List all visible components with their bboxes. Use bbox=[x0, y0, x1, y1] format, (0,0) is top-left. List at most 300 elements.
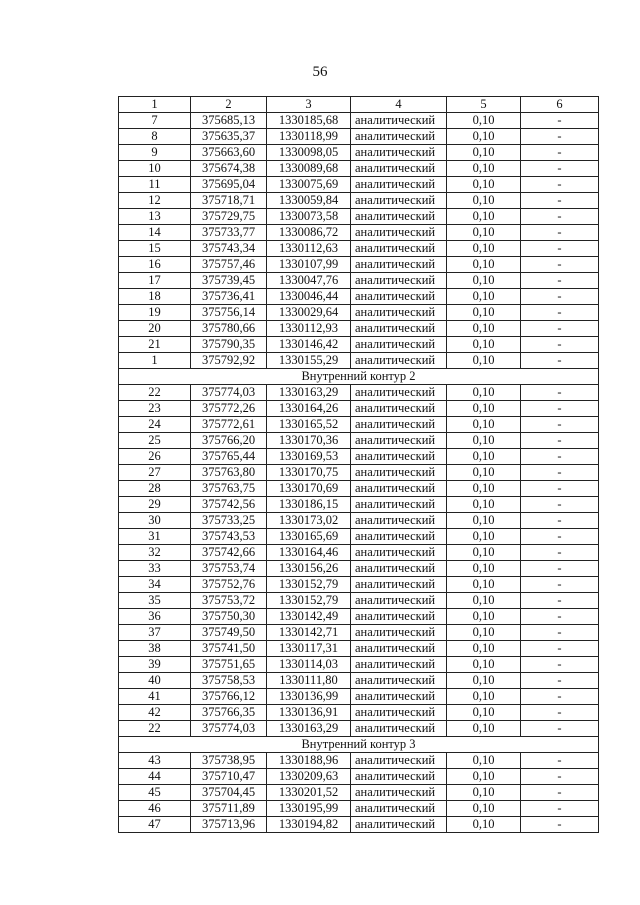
table-row bbox=[119, 497, 599, 513]
note-cell: - bbox=[521, 689, 599, 705]
method-cell: аналитический bbox=[351, 689, 447, 705]
x-coordinate-cell: 375766,12 bbox=[191, 689, 267, 705]
table-row bbox=[119, 145, 599, 161]
x-coordinate-cell: 375685,13 bbox=[191, 113, 267, 129]
header-cell: 4 bbox=[351, 97, 447, 113]
y-coordinate-cell: 1330169,53 bbox=[267, 449, 351, 465]
note-cell: - bbox=[521, 385, 599, 401]
y-coordinate-cell: 1330142,49 bbox=[267, 609, 351, 625]
accuracy-cell: 0,10 bbox=[447, 129, 521, 145]
table-row bbox=[119, 577, 599, 593]
table-row bbox=[119, 785, 599, 801]
y-coordinate-cell: 1330075,69 bbox=[267, 177, 351, 193]
point-number-cell: 26 bbox=[119, 449, 191, 465]
x-coordinate-cell: 375766,20 bbox=[191, 433, 267, 449]
table-row bbox=[119, 689, 599, 705]
note-cell: - bbox=[521, 641, 599, 657]
y-coordinate-cell: 1330059,84 bbox=[267, 193, 351, 209]
note-cell: - bbox=[521, 305, 599, 321]
point-number-cell: 37 bbox=[119, 625, 191, 641]
x-coordinate-cell: 375711,89 bbox=[191, 801, 267, 817]
method-cell: аналитический bbox=[351, 289, 447, 305]
accuracy-cell: 0,10 bbox=[447, 289, 521, 305]
method-cell: аналитический bbox=[351, 193, 447, 209]
y-coordinate-cell: 1330046,44 bbox=[267, 289, 351, 305]
point-number-cell: 1 bbox=[119, 353, 191, 369]
note-cell: - bbox=[521, 705, 599, 721]
table-row bbox=[119, 769, 599, 785]
table-row bbox=[119, 417, 599, 433]
note-cell: - bbox=[521, 801, 599, 817]
table-row bbox=[119, 193, 599, 209]
accuracy-cell: 0,10 bbox=[447, 273, 521, 289]
note-cell: - bbox=[521, 817, 599, 833]
note-cell: - bbox=[521, 529, 599, 545]
method-cell: аналитический bbox=[351, 241, 447, 257]
accuracy-cell: 0,10 bbox=[447, 529, 521, 545]
x-coordinate-cell: 375763,75 bbox=[191, 481, 267, 497]
x-coordinate-cell: 375710,47 bbox=[191, 769, 267, 785]
note-cell: - bbox=[521, 337, 599, 353]
note-cell: - bbox=[521, 465, 599, 481]
point-number-cell: 22 bbox=[119, 721, 191, 737]
method-cell: аналитический bbox=[351, 817, 447, 833]
x-coordinate-cell: 375718,71 bbox=[191, 193, 267, 209]
table-row bbox=[119, 561, 599, 577]
point-number-cell: 24 bbox=[119, 417, 191, 433]
note-cell: - bbox=[521, 721, 599, 737]
method-cell: аналитический bbox=[351, 161, 447, 177]
table-row bbox=[119, 481, 599, 497]
point-number-cell: 16 bbox=[119, 257, 191, 273]
table-row bbox=[119, 353, 599, 369]
y-coordinate-cell: 1330163,29 bbox=[267, 721, 351, 737]
x-coordinate-cell: 375765,44 bbox=[191, 449, 267, 465]
note-cell: - bbox=[521, 193, 599, 209]
x-coordinate-cell: 375695,04 bbox=[191, 177, 267, 193]
y-coordinate-cell: 1330142,71 bbox=[267, 625, 351, 641]
method-cell: аналитический bbox=[351, 257, 447, 273]
method-cell: аналитический bbox=[351, 145, 447, 161]
x-coordinate-cell: 375751,65 bbox=[191, 657, 267, 673]
table-row bbox=[119, 545, 599, 561]
accuracy-cell: 0,10 bbox=[447, 705, 521, 721]
method-cell: аналитический bbox=[351, 401, 447, 417]
method-cell: аналитический bbox=[351, 705, 447, 721]
x-coordinate-cell: 375766,35 bbox=[191, 705, 267, 721]
y-coordinate-cell: 1330156,26 bbox=[267, 561, 351, 577]
y-coordinate-cell: 1330194,82 bbox=[267, 817, 351, 833]
table-row bbox=[119, 433, 599, 449]
x-coordinate-cell: 375713,96 bbox=[191, 817, 267, 833]
note-cell: - bbox=[521, 353, 599, 369]
method-cell: аналитический bbox=[351, 177, 447, 193]
method-cell: аналитический bbox=[351, 225, 447, 241]
table-row bbox=[119, 593, 599, 609]
y-coordinate-cell: 1330073,58 bbox=[267, 209, 351, 225]
header-cell: 1 bbox=[119, 97, 191, 113]
accuracy-cell: 0,10 bbox=[447, 817, 521, 833]
method-cell: аналитический bbox=[351, 785, 447, 801]
accuracy-cell: 0,10 bbox=[447, 321, 521, 337]
method-cell: аналитический bbox=[351, 657, 447, 673]
point-number-cell: 17 bbox=[119, 273, 191, 289]
table-row bbox=[119, 817, 599, 833]
note-cell: - bbox=[521, 145, 599, 161]
y-coordinate-cell: 1330029,64 bbox=[267, 305, 351, 321]
method-cell: аналитический bbox=[351, 353, 447, 369]
method-cell: аналитический bbox=[351, 721, 447, 737]
y-coordinate-cell: 1330188,96 bbox=[267, 753, 351, 769]
point-number-cell: 40 bbox=[119, 673, 191, 689]
method-cell: аналитический bbox=[351, 625, 447, 641]
y-coordinate-cell: 1330155,29 bbox=[267, 353, 351, 369]
accuracy-cell: 0,10 bbox=[447, 177, 521, 193]
table-row bbox=[119, 401, 599, 417]
x-coordinate-cell: 375792,92 bbox=[191, 353, 267, 369]
note-cell: - bbox=[521, 257, 599, 273]
point-number-cell: 28 bbox=[119, 481, 191, 497]
table-row bbox=[119, 225, 599, 241]
x-coordinate-cell: 375742,56 bbox=[191, 497, 267, 513]
point-number-cell: 13 bbox=[119, 209, 191, 225]
accuracy-cell: 0,10 bbox=[447, 241, 521, 257]
method-cell: аналитический bbox=[351, 481, 447, 497]
method-cell: аналитический bbox=[351, 433, 447, 449]
accuracy-cell: 0,10 bbox=[447, 161, 521, 177]
y-coordinate-cell: 1330112,93 bbox=[267, 321, 351, 337]
x-coordinate-cell: 375733,77 bbox=[191, 225, 267, 241]
table-row bbox=[119, 465, 599, 481]
note-cell: - bbox=[521, 545, 599, 561]
note-cell: - bbox=[521, 657, 599, 673]
method-cell: аналитический bbox=[351, 321, 447, 337]
method-cell: аналитический bbox=[351, 385, 447, 401]
point-number-cell: 36 bbox=[119, 609, 191, 625]
y-coordinate-cell: 1330114,03 bbox=[267, 657, 351, 673]
table-row bbox=[119, 273, 599, 289]
table-row bbox=[119, 209, 599, 225]
x-coordinate-cell: 375756,14 bbox=[191, 305, 267, 321]
note-cell: - bbox=[521, 209, 599, 225]
method-cell: аналитический bbox=[351, 593, 447, 609]
header-cell: 5 bbox=[447, 97, 521, 113]
point-number-cell: 7 bbox=[119, 113, 191, 129]
accuracy-cell: 0,10 bbox=[447, 561, 521, 577]
accuracy-cell: 0,10 bbox=[447, 497, 521, 513]
note-cell: - bbox=[521, 113, 599, 129]
x-coordinate-cell: 375674,38 bbox=[191, 161, 267, 177]
section-title-row bbox=[119, 737, 599, 753]
accuracy-cell: 0,10 bbox=[447, 433, 521, 449]
table-row bbox=[119, 753, 599, 769]
table-row bbox=[119, 609, 599, 625]
table-row bbox=[119, 289, 599, 305]
table-header-row bbox=[119, 97, 599, 113]
point-number-cell: 47 bbox=[119, 817, 191, 833]
accuracy-cell: 0,10 bbox=[447, 785, 521, 801]
point-number-cell: 18 bbox=[119, 289, 191, 305]
point-number-cell: 10 bbox=[119, 161, 191, 177]
table-row bbox=[119, 241, 599, 257]
table-row bbox=[119, 625, 599, 641]
y-coordinate-cell: 1330089,68 bbox=[267, 161, 351, 177]
method-cell: аналитический bbox=[351, 577, 447, 593]
y-coordinate-cell: 1330164,26 bbox=[267, 401, 351, 417]
x-coordinate-cell: 375790,35 bbox=[191, 337, 267, 353]
accuracy-cell: 0,10 bbox=[447, 513, 521, 529]
method-cell: аналитический bbox=[351, 513, 447, 529]
method-cell: аналитический bbox=[351, 769, 447, 785]
x-coordinate-cell: 375738,95 bbox=[191, 753, 267, 769]
note-cell: - bbox=[521, 481, 599, 497]
note-cell: - bbox=[521, 177, 599, 193]
accuracy-cell: 0,10 bbox=[447, 449, 521, 465]
method-cell: аналитический bbox=[351, 449, 447, 465]
note-cell: - bbox=[521, 401, 599, 417]
x-coordinate-cell: 375663,60 bbox=[191, 145, 267, 161]
note-cell: - bbox=[521, 753, 599, 769]
method-cell: аналитический bbox=[351, 209, 447, 225]
y-coordinate-cell: 1330170,75 bbox=[267, 465, 351, 481]
header-cell: 3 bbox=[267, 97, 351, 113]
y-coordinate-cell: 1330185,68 bbox=[267, 113, 351, 129]
point-number-cell: 45 bbox=[119, 785, 191, 801]
accuracy-cell: 0,10 bbox=[447, 593, 521, 609]
accuracy-cell: 0,10 bbox=[447, 609, 521, 625]
header-cell: 2 bbox=[191, 97, 267, 113]
accuracy-cell: 0,10 bbox=[447, 465, 521, 481]
note-cell: - bbox=[521, 769, 599, 785]
note-cell: - bbox=[521, 417, 599, 433]
y-coordinate-cell: 1330098,05 bbox=[267, 145, 351, 161]
y-coordinate-cell: 1330209,63 bbox=[267, 769, 351, 785]
y-coordinate-cell: 1330201,52 bbox=[267, 785, 351, 801]
method-cell: аналитический bbox=[351, 113, 447, 129]
point-number-cell: 8 bbox=[119, 129, 191, 145]
x-coordinate-cell: 375742,66 bbox=[191, 545, 267, 561]
y-coordinate-cell: 1330195,99 bbox=[267, 801, 351, 817]
accuracy-cell: 0,10 bbox=[447, 113, 521, 129]
point-number-cell: 30 bbox=[119, 513, 191, 529]
note-cell: - bbox=[521, 449, 599, 465]
y-coordinate-cell: 1330163,29 bbox=[267, 385, 351, 401]
table-row bbox=[119, 673, 599, 689]
point-number-cell: 44 bbox=[119, 769, 191, 785]
accuracy-cell: 0,10 bbox=[447, 337, 521, 353]
table-row bbox=[119, 657, 599, 673]
x-coordinate-cell: 375752,76 bbox=[191, 577, 267, 593]
note-cell: - bbox=[521, 225, 599, 241]
x-coordinate-cell: 375753,74 bbox=[191, 561, 267, 577]
table-row bbox=[119, 177, 599, 193]
accuracy-cell: 0,10 bbox=[447, 401, 521, 417]
y-coordinate-cell: 1330170,36 bbox=[267, 433, 351, 449]
method-cell: аналитический bbox=[351, 273, 447, 289]
y-coordinate-cell: 1330165,69 bbox=[267, 529, 351, 545]
note-cell: - bbox=[521, 673, 599, 689]
accuracy-cell: 0,10 bbox=[447, 193, 521, 209]
point-number-cell: 27 bbox=[119, 465, 191, 481]
method-cell: аналитический bbox=[351, 497, 447, 513]
method-cell: аналитический bbox=[351, 609, 447, 625]
accuracy-cell: 0,10 bbox=[447, 145, 521, 161]
method-cell: аналитический bbox=[351, 465, 447, 481]
accuracy-cell: 0,10 bbox=[447, 225, 521, 241]
y-coordinate-cell: 1330173,02 bbox=[267, 513, 351, 529]
accuracy-cell: 0,10 bbox=[447, 721, 521, 737]
method-cell: аналитический bbox=[351, 529, 447, 545]
table-row bbox=[119, 529, 599, 545]
x-coordinate-cell: 375753,72 bbox=[191, 593, 267, 609]
point-number-cell: 43 bbox=[119, 753, 191, 769]
point-number-cell: 23 bbox=[119, 401, 191, 417]
x-coordinate-cell: 375743,34 bbox=[191, 241, 267, 257]
note-cell: - bbox=[521, 273, 599, 289]
y-coordinate-cell: 1330165,52 bbox=[267, 417, 351, 433]
coordinates-table-body bbox=[119, 97, 599, 833]
accuracy-cell: 0,10 bbox=[447, 753, 521, 769]
section-title: Внутренний контур 3 bbox=[119, 737, 599, 753]
point-number-cell: 46 bbox=[119, 801, 191, 817]
accuracy-cell: 0,10 bbox=[447, 209, 521, 225]
note-cell: - bbox=[521, 161, 599, 177]
note-cell: - bbox=[521, 497, 599, 513]
x-coordinate-cell: 375743,53 bbox=[191, 529, 267, 545]
note-cell: - bbox=[521, 321, 599, 337]
y-coordinate-cell: 1330107,99 bbox=[267, 257, 351, 273]
point-number-cell: 20 bbox=[119, 321, 191, 337]
method-cell: аналитический bbox=[351, 673, 447, 689]
method-cell: аналитический bbox=[351, 561, 447, 577]
accuracy-cell: 0,10 bbox=[447, 641, 521, 657]
note-cell: - bbox=[521, 513, 599, 529]
table-row bbox=[119, 385, 599, 401]
method-cell: аналитический bbox=[351, 801, 447, 817]
x-coordinate-cell: 375774,03 bbox=[191, 385, 267, 401]
method-cell: аналитический bbox=[351, 305, 447, 321]
table-row bbox=[119, 321, 599, 337]
x-coordinate-cell: 375757,46 bbox=[191, 257, 267, 273]
x-coordinate-cell: 375749,50 bbox=[191, 625, 267, 641]
table-row bbox=[119, 337, 599, 353]
y-coordinate-cell: 1330152,79 bbox=[267, 577, 351, 593]
method-cell: аналитический bbox=[351, 337, 447, 353]
point-number-cell: 11 bbox=[119, 177, 191, 193]
y-coordinate-cell: 1330146,42 bbox=[267, 337, 351, 353]
x-coordinate-cell: 375750,30 bbox=[191, 609, 267, 625]
accuracy-cell: 0,10 bbox=[447, 417, 521, 433]
accuracy-cell: 0,10 bbox=[447, 481, 521, 497]
x-coordinate-cell: 375736,41 bbox=[191, 289, 267, 305]
table-row bbox=[119, 305, 599, 321]
y-coordinate-cell: 1330118,99 bbox=[267, 129, 351, 145]
note-cell: - bbox=[521, 625, 599, 641]
y-coordinate-cell: 1330186,15 bbox=[267, 497, 351, 513]
note-cell: - bbox=[521, 241, 599, 257]
x-coordinate-cell: 375772,61 bbox=[191, 417, 267, 433]
note-cell: - bbox=[521, 593, 599, 609]
accuracy-cell: 0,10 bbox=[447, 689, 521, 705]
accuracy-cell: 0,10 bbox=[447, 769, 521, 785]
x-coordinate-cell: 375741,50 bbox=[191, 641, 267, 657]
point-number-cell: 14 bbox=[119, 225, 191, 241]
accuracy-cell: 0,10 bbox=[447, 577, 521, 593]
table-row bbox=[119, 113, 599, 129]
point-number-cell: 33 bbox=[119, 561, 191, 577]
x-coordinate-cell: 375774,03 bbox=[191, 721, 267, 737]
y-coordinate-cell: 1330136,99 bbox=[267, 689, 351, 705]
x-coordinate-cell: 375635,37 bbox=[191, 129, 267, 145]
point-number-cell: 41 bbox=[119, 689, 191, 705]
x-coordinate-cell: 375780,66 bbox=[191, 321, 267, 337]
section-title-row bbox=[119, 369, 599, 385]
point-number-cell: 19 bbox=[119, 305, 191, 321]
header-cell: 6 bbox=[521, 97, 599, 113]
table-row bbox=[119, 129, 599, 145]
note-cell: - bbox=[521, 785, 599, 801]
y-coordinate-cell: 1330111,80 bbox=[267, 673, 351, 689]
x-coordinate-cell: 375758,53 bbox=[191, 673, 267, 689]
note-cell: - bbox=[521, 433, 599, 449]
method-cell: аналитический bbox=[351, 753, 447, 769]
y-coordinate-cell: 1330117,31 bbox=[267, 641, 351, 657]
table-row bbox=[119, 257, 599, 273]
accuracy-cell: 0,10 bbox=[447, 545, 521, 561]
section-title: Внутренний контур 2 bbox=[119, 369, 599, 385]
x-coordinate-cell: 375772,26 bbox=[191, 401, 267, 417]
table-row bbox=[119, 705, 599, 721]
accuracy-cell: 0,10 bbox=[447, 305, 521, 321]
method-cell: аналитический bbox=[351, 545, 447, 561]
point-number-cell: 15 bbox=[119, 241, 191, 257]
y-coordinate-cell: 1330086,72 bbox=[267, 225, 351, 241]
point-number-cell: 25 bbox=[119, 433, 191, 449]
point-number-cell: 31 bbox=[119, 529, 191, 545]
accuracy-cell: 0,10 bbox=[447, 801, 521, 817]
point-number-cell: 42 bbox=[119, 705, 191, 721]
page-number: 56 bbox=[312, 64, 328, 80]
accuracy-cell: 0,10 bbox=[447, 257, 521, 273]
y-coordinate-cell: 1330170,69 bbox=[267, 481, 351, 497]
note-cell: - bbox=[521, 129, 599, 145]
note-cell: - bbox=[521, 289, 599, 305]
y-coordinate-cell: 1330047,76 bbox=[267, 273, 351, 289]
point-number-cell: 12 bbox=[119, 193, 191, 209]
note-cell: - bbox=[521, 561, 599, 577]
note-cell: - bbox=[521, 609, 599, 625]
note-cell: - bbox=[521, 577, 599, 593]
accuracy-cell: 0,10 bbox=[447, 673, 521, 689]
x-coordinate-cell: 375763,80 bbox=[191, 465, 267, 481]
x-coordinate-cell: 375739,45 bbox=[191, 273, 267, 289]
coordinates-table bbox=[118, 96, 599, 833]
method-cell: аналитический bbox=[351, 129, 447, 145]
point-number-cell: 35 bbox=[119, 593, 191, 609]
point-number-cell: 38 bbox=[119, 641, 191, 657]
accuracy-cell: 0,10 bbox=[447, 353, 521, 369]
x-coordinate-cell: 375733,25 bbox=[191, 513, 267, 529]
x-coordinate-cell: 375729,75 bbox=[191, 209, 267, 225]
table-row bbox=[119, 721, 599, 737]
table-row bbox=[119, 641, 599, 657]
table-row bbox=[119, 801, 599, 817]
table-row bbox=[119, 513, 599, 529]
table-row bbox=[119, 161, 599, 177]
accuracy-cell: 0,10 bbox=[447, 385, 521, 401]
point-number-cell: 21 bbox=[119, 337, 191, 353]
point-number-cell: 22 bbox=[119, 385, 191, 401]
